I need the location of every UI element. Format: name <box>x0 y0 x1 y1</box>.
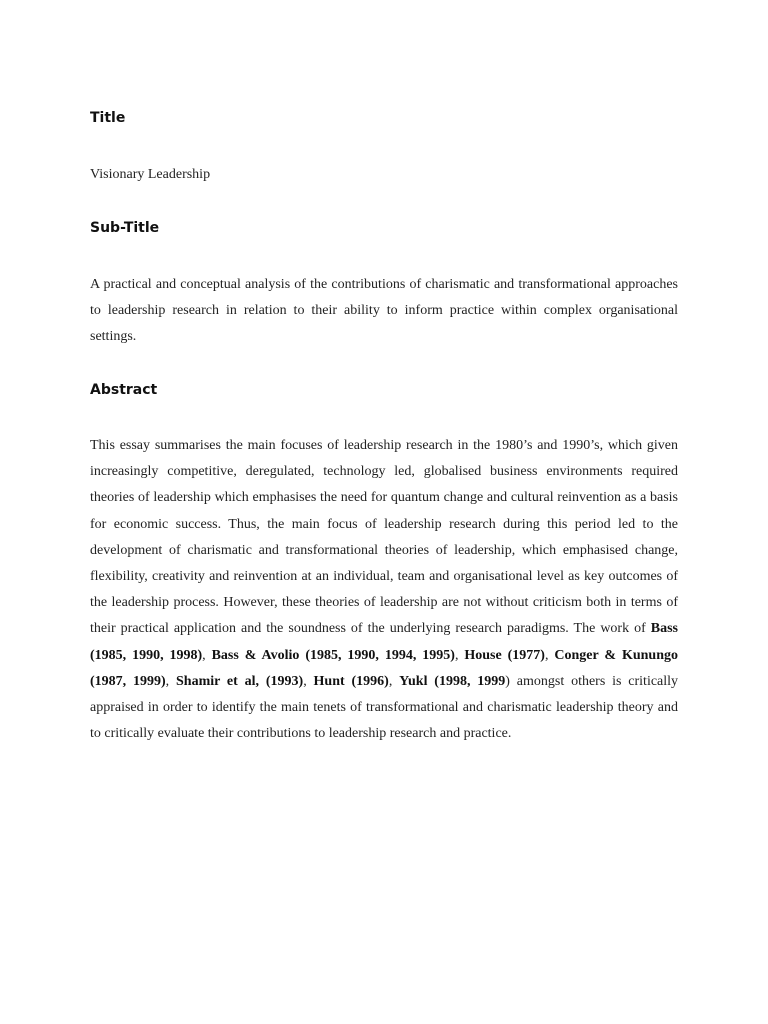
abstract-text-conclusion: ) amongst others is critically appraised in order to identify the main tenets of transformational and charismatic leadership theory and to critically evaluate their contributions to leadership research and practice. <box>90 673 679 742</box>
citation-bass: Bass (1985, 1990, 1998) <box>90 621 678 663</box>
citation-separator: , <box>303 673 314 689</box>
citation-separator: , <box>388 673 400 689</box>
citation-conger-kunungo: Conger & Kunungo (1987, 1999) <box>90 647 678 689</box>
title-heading: Title <box>90 110 126 126</box>
citation-yukl: Yukl (1998, 1999 <box>399 673 506 689</box>
citation-separator: , <box>454 647 465 663</box>
citation-hunt: Hunt (1996) <box>313 673 389 689</box>
citation-separator: , <box>202 647 212 663</box>
subtitle-heading: Sub-Title <box>90 220 160 236</box>
subtitle-text: A practical and conceptual analysis of the contributions of charismatic and transformational approaches to leadership research in relation to their ability to inform practice within complex organisational settings. <box>90 277 678 345</box>
abstract-heading: Abstract <box>90 382 158 398</box>
title-text: Visionary Leadership <box>90 167 211 182</box>
citation-shamir: Shamir et al, (1993) <box>176 673 304 689</box>
abstract-paragraph <box>90 433 678 747</box>
abstract-text-intro: This essay summarises the main focuses of leadership research in the 1980’s and 1990’s, which given increasingly competitive, deregulated, technology led, globalised business environments required theories of leadership which emphasises the need for quantum change and cultural reinvention as a basis for economic success. Thus, the main focus of leadership research during this period led to the development of charismatic and transformational theories of leadership, which emphasised change, flexibility, creativity and reinvention at an individual, team and organisational level as key outcomes of the leadership process. However, these theories of leadership are not without criticism both in terms of their practical application and the soundness of the underlying research paradigms. The work of <box>90 438 678 637</box>
citation-separator: , <box>544 647 555 663</box>
citation-bass-avolio: Bass & Avolio (1985, 1990, 1994, 1995) <box>211 647 455 663</box>
citation-house: House (1977) <box>464 647 545 663</box>
citation-separator: , <box>165 673 177 689</box>
